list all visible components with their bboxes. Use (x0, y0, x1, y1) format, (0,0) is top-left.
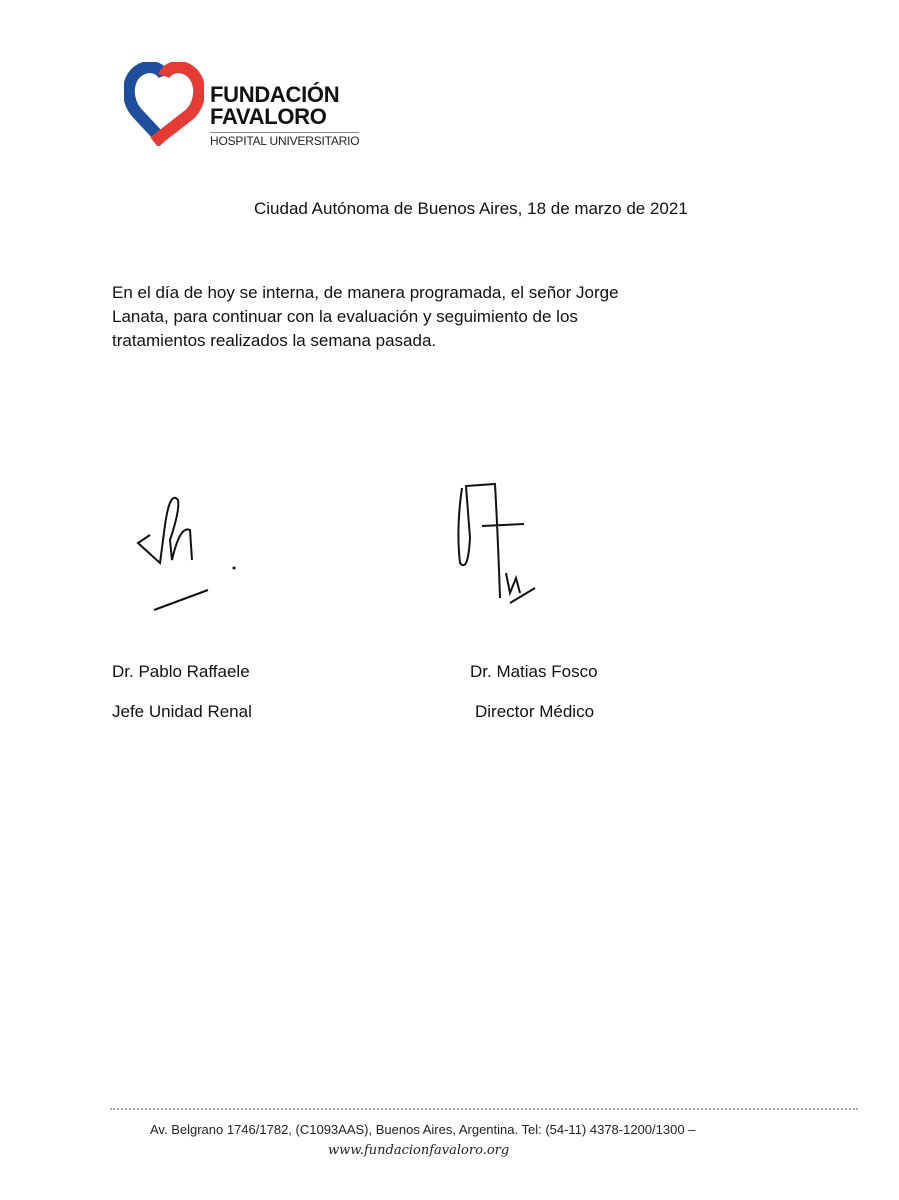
logo-line2: FAVALORO (210, 104, 327, 129)
body-line: En el día de hoy se interna, de manera programada, el señor Jorge (112, 283, 619, 302)
signatory-title: Director Médico (475, 702, 595, 721)
signature-fosco (440, 478, 550, 608)
date-line: Ciudad Autónoma de Buenos Aires, 18 de marzo de 2021 (254, 199, 688, 218)
signature-raffaele (130, 485, 250, 620)
body-line: tratamientos realizados la semana pasada. (112, 331, 437, 350)
logo (124, 62, 374, 152)
signatory-name: Dr. Matias Fosco (470, 662, 598, 681)
signatory-title: Jefe Unidad Renal (112, 702, 252, 721)
body-line: Lanata, para continuar con la evaluación y seguimiento de los (112, 307, 578, 326)
logo-line1: FUNDACIÓN (210, 82, 340, 107)
footer-website: www.fundacionfavaloro.org (328, 1143, 510, 1158)
heart-logo-icon (124, 62, 204, 146)
logo-line3: HOSPITAL UNIVERSITARIO (210, 134, 360, 148)
footer-divider (110, 1108, 858, 1110)
footer-address: Av. Belgrano 1746/1782, (C1093AAS), Buenos Aires, Argentina. Tel: (54-11) 4378-1200/1300 – (150, 1122, 696, 1137)
letter-body (112, 281, 672, 353)
signatory-name: Dr. Pablo Raffaele (112, 662, 250, 681)
